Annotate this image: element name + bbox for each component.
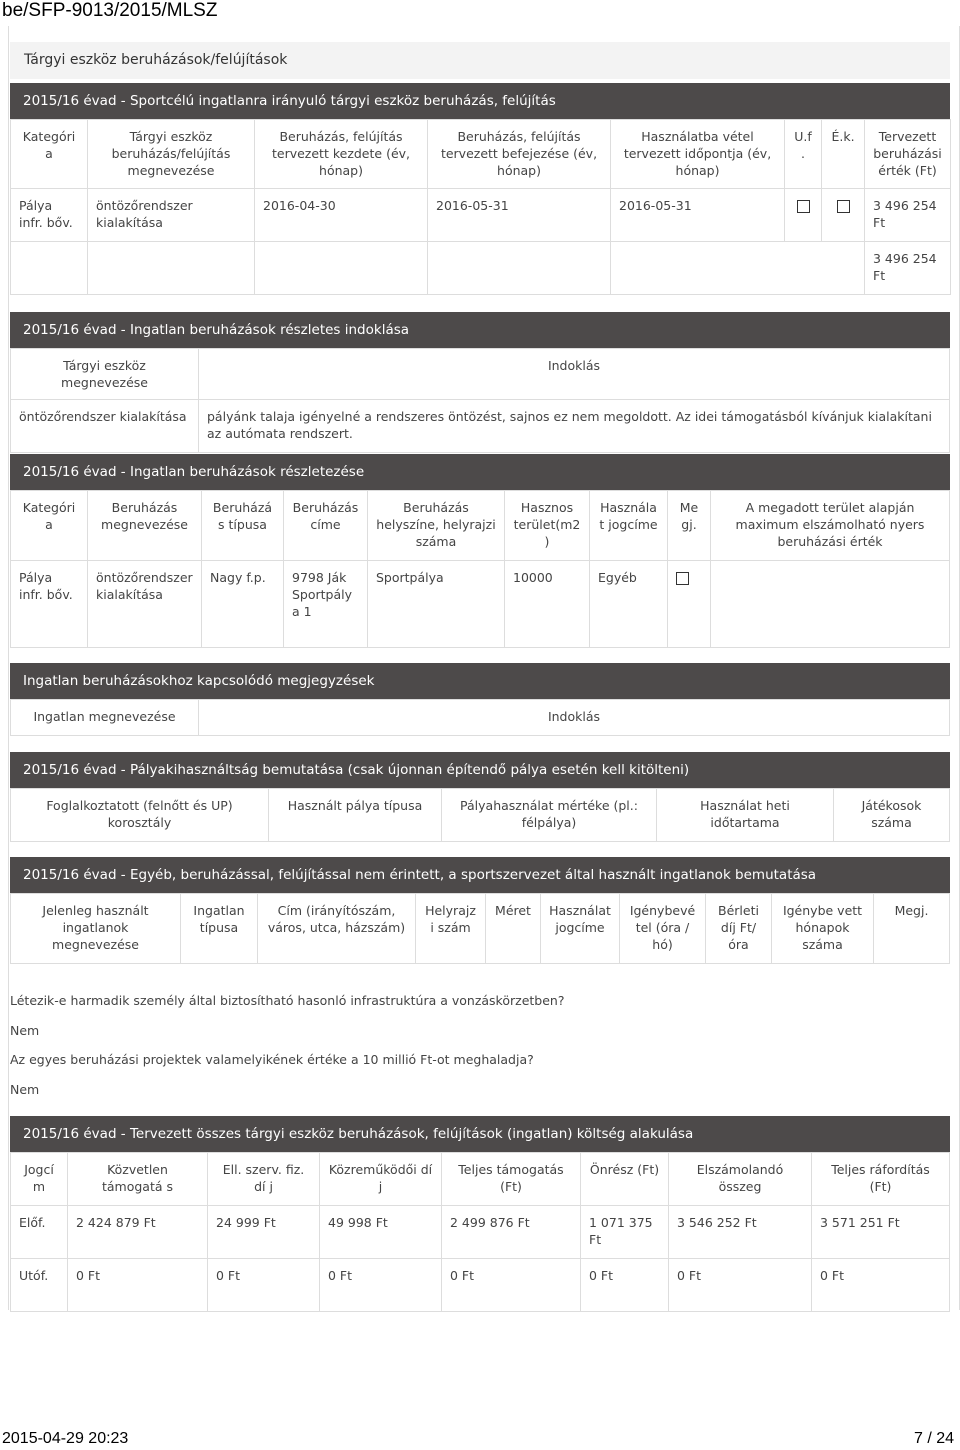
cell-elszamolando: 0 Ft	[669, 1259, 812, 1312]
col-header: Beruházás megnevezése	[88, 491, 202, 561]
section-title: 2015/16 évad - Sportcélú ingatlanra irányuló tárgyi eszköz beruházás, felújítás	[10, 83, 950, 119]
col-header: Beruházás címe	[284, 491, 368, 561]
section-title: 2015/16 évad - Tervezett összes tárgyi eszköz beruházások, felújítások (ingatlan) költség alakulása	[10, 1116, 950, 1152]
reszletezes-table	[10, 490, 950, 648]
col-header: Ingatlan típusa	[181, 894, 258, 964]
megj-checkbox[interactable]	[676, 572, 689, 585]
col-header: Kategória	[11, 491, 88, 561]
beruhazas-table	[10, 119, 951, 295]
cell-kozvetlen: 2 424 879 Ft	[68, 1206, 208, 1259]
col-header: Teljes támogatás (Ft)	[442, 1153, 581, 1206]
section-palyakihasznaltsag	[10, 752, 950, 842]
col-header: Jogcí m	[11, 1153, 68, 1206]
cell-onresz: 1 071 375 Ft	[581, 1206, 669, 1259]
col-header: Ell. szerv. fiz. dí j	[208, 1153, 320, 1206]
col-header: Indoklás	[199, 349, 950, 400]
cell-hasznalatba: 2016-05-31	[611, 189, 785, 242]
footer-page-number: 7 / 24	[913, 1430, 954, 1447]
section-reszletezes	[10, 454, 950, 648]
cell-kategoria: Pálya infr. bőv.	[11, 189, 88, 242]
col-header: Igénybe vett hónapok száma	[772, 894, 874, 964]
cell-kezdete: 2016-04-30	[255, 189, 428, 242]
section-egyeb-ingatlanok	[10, 857, 950, 964]
uf-checkbox[interactable]	[797, 200, 810, 213]
cell-teljes-raforditas: 3 571 251 Ft	[812, 1206, 950, 1259]
col-header: Tervezett beruházási érték (Ft)	[865, 120, 951, 189]
cell-onresz: 0 Ft	[581, 1259, 669, 1312]
section-title: 2015/16 évad - Ingatlan beruházások részletes indoklása	[10, 312, 950, 348]
section-megjegyzesek	[10, 663, 950, 736]
cell-total: 3 496 254 Ft	[865, 242, 951, 295]
cell-jogcim: Utóf.	[11, 1259, 68, 1312]
question-10-millio: Az egyes beruházási projektek valamelyikének értéke a 10 millió Ft-ot meghaladja?	[10, 1052, 534, 1067]
col-header: Használat heti időtartama	[657, 789, 834, 842]
col-header: Használat jogcíme	[590, 491, 668, 561]
col-header: Cím (irányítószám, város, utca, házszám)	[258, 894, 416, 964]
cell-helyszin: Sportpálya	[368, 561, 505, 648]
question-harmadik-szemely: Létezik-e harmadik személy által biztosítható hasonló infrastruktúra a vonzáskörzetben?	[10, 993, 565, 1008]
table-row	[11, 1259, 950, 1312]
cell-ertek: 3 496 254 Ft	[865, 189, 951, 242]
col-header: Játékosok száma	[834, 789, 950, 842]
table-row	[11, 189, 951, 242]
cell-ell-szerv: 0 Ft	[208, 1259, 320, 1312]
section-sportcelu-beruhazas	[10, 83, 950, 295]
cell-kozvetlen: 0 Ft	[68, 1259, 208, 1312]
cell-uf	[785, 189, 822, 242]
cell-ek	[822, 189, 865, 242]
cell-tipus: Nagy f.p.	[202, 561, 284, 648]
palyakihasznaltsag-table	[10, 788, 950, 842]
col-header: Helyrajzi szám	[416, 894, 486, 964]
col-header: A megadott terület alapján maximum elszámolható nyers beruházási érték	[711, 491, 950, 561]
cell-teljes-tamogatas: 2 499 876 Ft	[442, 1206, 581, 1259]
section-title: 2015/16 évad - Ingatlan beruházások részletezése	[10, 454, 950, 490]
page-title: Tárgyi eszköz beruházások/felújítások	[10, 42, 950, 79]
indoklas-table	[10, 348, 950, 453]
table-row	[11, 561, 950, 648]
page-title-box	[10, 42, 950, 79]
col-header: Megj.	[668, 491, 711, 561]
col-header: Elszámolandó összeg	[669, 1153, 812, 1206]
cell-cim: 9798 Ják Sportpálya 1	[284, 561, 368, 648]
cell-jogcim: Egyéb	[590, 561, 668, 648]
col-header: É.k.	[822, 120, 865, 189]
cell-megnevezes: öntözőrendszer kialakítása	[88, 189, 255, 242]
col-header: Tárgyi eszköz megnevezése	[11, 349, 199, 400]
col-header: Indoklás	[199, 700, 950, 736]
col-header: Jelenleg használt ingatlanok megnevezése	[11, 894, 181, 964]
col-header: Használt pálya típusa	[269, 789, 442, 842]
cell-elszamolando: 3 546 252 Ft	[669, 1206, 812, 1259]
col-header: Használatba vétel tervezett időpontja (év, hónap)	[611, 120, 785, 189]
col-header: Megj.	[874, 894, 950, 964]
col-header: Pályahasználat mértéke (pl.: félpálya)	[442, 789, 657, 842]
egyeb-ingatlanok-table	[10, 893, 950, 964]
total-row	[11, 242, 951, 295]
section-title: 2015/16 évad - Pályakihasználtság bemutatása (csak újonnan építendő pálya esetén kell kitölteni)	[10, 752, 950, 788]
cell-megnevezes: öntözőrendszer kialakítása	[88, 561, 202, 648]
cell-megnevezes: öntözőrendszer kialakítása	[11, 400, 199, 453]
section-koltseg-alakulasa	[10, 1116, 950, 1312]
cell-ell-szerv: 24 999 Ft	[208, 1206, 320, 1259]
col-header: Hasznos terület(m2)	[505, 491, 590, 561]
col-header: Közvetlen támogatá s	[68, 1153, 208, 1206]
col-header: Önrész (Ft)	[581, 1153, 669, 1206]
cell-jogcim: Előf.	[11, 1206, 68, 1259]
col-header: Tárgyi eszköz beruházás/felújítás megnevezése	[88, 120, 255, 189]
col-header: Teljes ráfordítás (Ft)	[812, 1153, 950, 1206]
col-header: Beruházás, felújítás tervezett kezdete (év, hónap)	[255, 120, 428, 189]
col-header: Bérleti díj Ft/óra	[706, 894, 772, 964]
cell-teljes-raforditas: 0 Ft	[812, 1259, 950, 1312]
cell-kategoria: Pálya infr. bőv.	[11, 561, 88, 648]
section-reszletes-indoklas	[10, 312, 950, 453]
col-header: Kategória	[11, 120, 88, 189]
col-header: Beruházás, felújítás tervezett befejezése (év, hónap)	[428, 120, 611, 189]
answer-harmadik-szemely: Nem	[10, 1023, 40, 1038]
ek-checkbox[interactable]	[837, 200, 850, 213]
cell-befejezese: 2016-05-31	[428, 189, 611, 242]
table-row	[11, 400, 950, 453]
col-header: Ingatlan megnevezése	[11, 700, 199, 736]
col-header: Igénybevétel (óra / hó)	[620, 894, 706, 964]
col-header: U.f.	[785, 120, 822, 189]
table-row	[11, 1206, 950, 1259]
cell-indoklas: pályánk talaja igényelné a rendszeres öntözést, sajnos ez nem megoldott. Az idei támogatásból kívánjuk kialakítani az autómata rendszert.	[199, 400, 950, 453]
document-id: be/SFP-9013/2015/MLSZ	[2, 0, 218, 21]
megjegyzesek-table	[10, 699, 950, 736]
col-header: Közreműködői dí j	[320, 1153, 442, 1206]
cell-kozremukodoi: 49 998 Ft	[320, 1206, 442, 1259]
footer-datetime: 2015-04-29 20:23	[2, 1430, 129, 1447]
cell-kozremukodoi: 0 Ft	[320, 1259, 442, 1312]
col-header: Foglalkoztatott (felnőtt és UP) korosztály	[11, 789, 269, 842]
col-header: Méret	[486, 894, 541, 964]
koltseg-table	[10, 1152, 950, 1312]
answer-10-millio: Nem	[10, 1082, 40, 1097]
cell-terulet: 10000	[505, 561, 590, 648]
cell-megj	[668, 561, 711, 648]
col-header: Beruházás helyszíne, helyrajzi száma	[368, 491, 505, 561]
col-header: Beruházás típusa	[202, 491, 284, 561]
section-title: 2015/16 évad - Egyéb, beruházással, felújítással nem érintett, a sportszervezet által használt ingatlanok bemutatása	[10, 857, 950, 893]
cell-teljes-tamogatas: 0 Ft	[442, 1259, 581, 1312]
col-header: Használat jogcíme	[541, 894, 620, 964]
section-title: Ingatlan beruházásokhoz kapcsolódó megjegyzések	[10, 663, 950, 699]
